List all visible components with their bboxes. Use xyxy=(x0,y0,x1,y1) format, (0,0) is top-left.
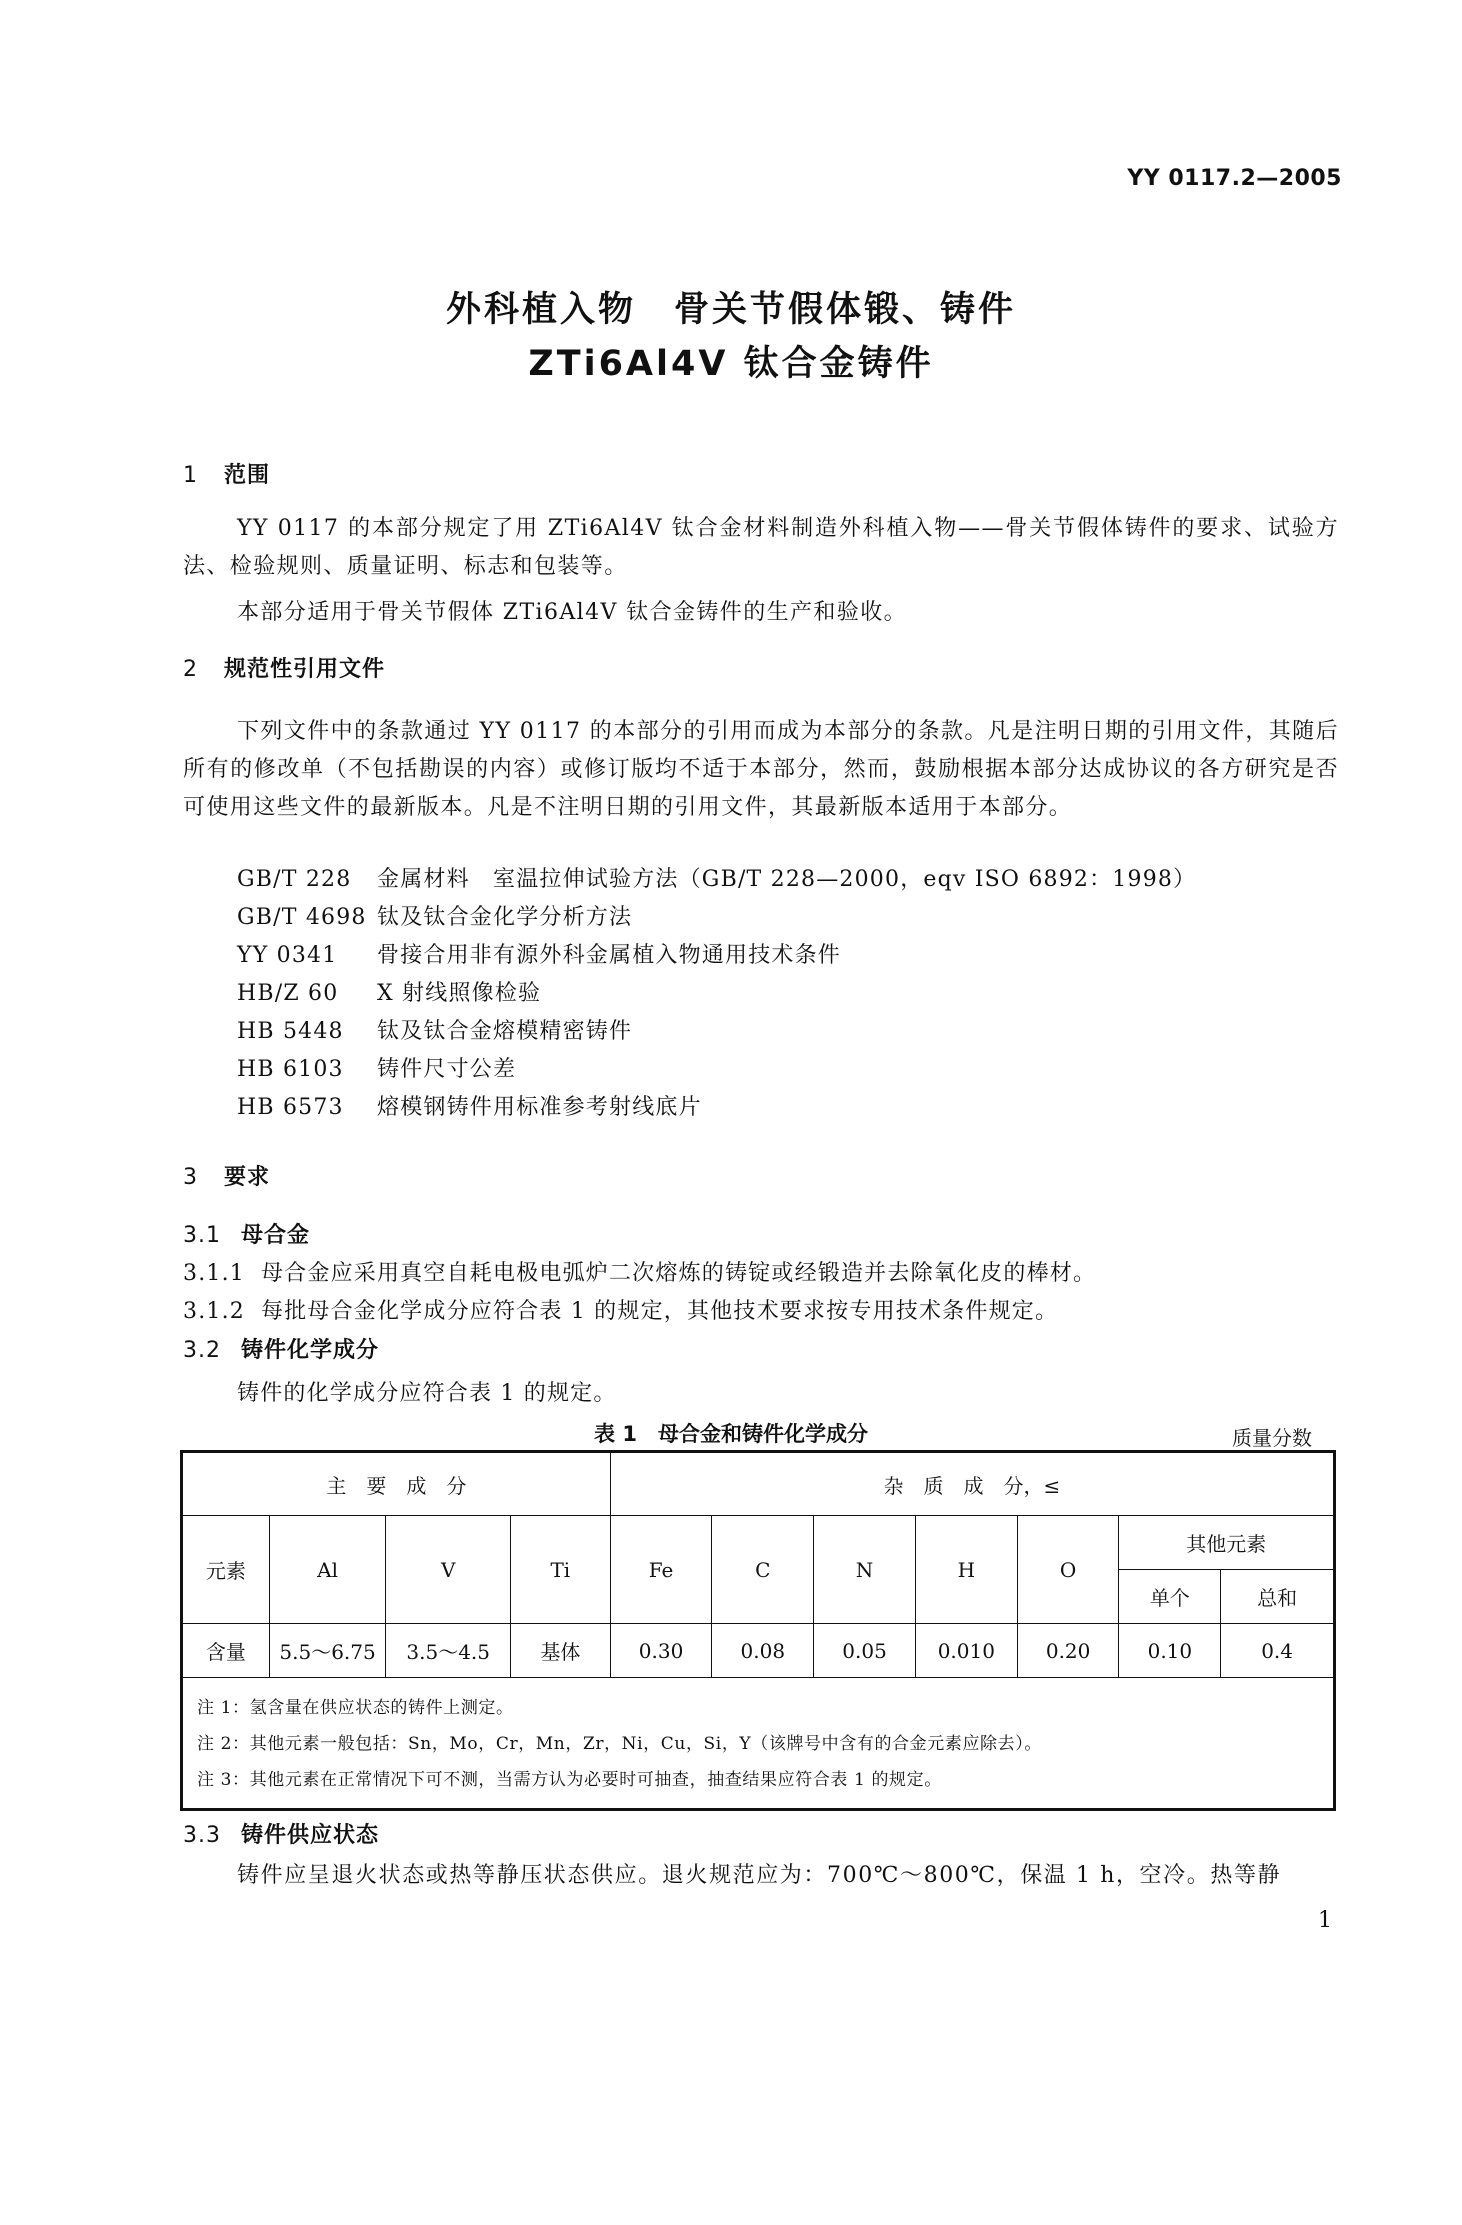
table-note: 注 3：其他元素在正常情况下可不测，当需方认为必要时可抽查，抽查结果应符合表 1 的规定。 xyxy=(197,1770,942,1790)
table-note: 注 1：氢含量在供应状态的铸件上测定。 xyxy=(197,1698,514,1718)
subsection-3-3-heading xyxy=(183,1818,379,1849)
reference-code: GB/T 228 xyxy=(237,867,352,892)
section-2-heading xyxy=(183,652,385,683)
main-value: 5.5～6.75 xyxy=(269,1624,386,1678)
other-single-value: 0.10 xyxy=(1119,1624,1221,1678)
subsection-title: 铸件化学成分 xyxy=(241,1338,380,1363)
table-unit-label: 质量分数 xyxy=(1232,1426,1312,1450)
reference-title: 熔模钢铸件用标准参考射线底片 xyxy=(377,1095,702,1120)
subsection-3-2-text: 铸件的化学成分应符合表 1 的规定。 xyxy=(237,1381,617,1406)
subsection-3-1-heading xyxy=(183,1218,310,1249)
section-3-heading xyxy=(183,1160,270,1191)
impurity-value: 0.010 xyxy=(915,1624,1017,1678)
element-row-label: 元素 xyxy=(182,1516,270,1624)
reference-item xyxy=(237,938,841,974)
subsection-title: 铸件供应状态 xyxy=(241,1823,380,1848)
reference-item xyxy=(237,1014,632,1050)
subsection-number: 3.2 xyxy=(183,1338,221,1363)
section-title: 范围 xyxy=(224,463,271,488)
chemical-composition-table xyxy=(180,1450,1336,1811)
clause-number: 3.1.1 xyxy=(183,1261,245,1286)
subsection-3-2-heading xyxy=(183,1333,379,1364)
section-1-paragraph-2: 本部分适用于骨关节假体 ZTi6Al4V 钛合金铸件的生产和验收。 xyxy=(237,600,907,625)
subsection-number: 3.3 xyxy=(183,1823,221,1848)
reference-title: 铸件尺寸公差 xyxy=(377,1057,517,1082)
clause-text: 母合金应采用真空自耗电极电弧炉二次熔炼的铸锭或经锻造并去除氧化皮的棒材。 xyxy=(260,1261,1097,1286)
subsection-3-3-text: 铸件应呈退火状态或热等静压状态供应。退火规范应为：700℃～800℃，保温 1 h，空冷。热等静 xyxy=(237,1863,1282,1888)
section-title: 规范性引用文件 xyxy=(224,657,386,682)
reference-title: 钛及钛合金化学分析方法 xyxy=(377,905,633,930)
reference-title: X 射线照像检验 xyxy=(377,981,542,1006)
reference-code: HB/Z 60 xyxy=(237,981,339,1006)
content-row-label: 含量 xyxy=(182,1624,270,1678)
document-title-line2: ZTi6Al4V 钛合金铸件 xyxy=(528,344,934,384)
reference-item xyxy=(237,900,632,936)
impurity-value: 0.05 xyxy=(814,1624,916,1678)
reference-title: 钛及钛合金熔模精密铸件 xyxy=(377,1019,633,1044)
table-note: 注 2：其他元素一般包括：Sn，Mo，Cr，Mn，Zr，Ni，Cu，Si，Y（该牌号中含有的合金元素应除去）。 xyxy=(197,1734,1042,1754)
reference-title: 骨接合用非有源外科金属植入物通用技术条件 xyxy=(377,943,842,968)
impurity-components-header: 杂 质 成 分，≤ xyxy=(610,1452,1334,1516)
impurity-value: 0.08 xyxy=(712,1624,814,1678)
other-total-value: 0.4 xyxy=(1221,1624,1335,1678)
subsection-title: 母合金 xyxy=(241,1223,311,1248)
impurity-value: 0.20 xyxy=(1017,1624,1119,1678)
reference-code: HB 6573 xyxy=(237,1095,344,1120)
clause-text: 每批母合金化学成分应符合表 1 的规定，其他技术要求按专用技术条件规定。 xyxy=(260,1299,1059,1324)
reference-item xyxy=(237,976,541,1012)
section-2-paragraph: 下列文件中的条款通过 YY 0117 的本部分的引用而成为本部分的条款。凡是注明日期的引用文件，其随后所有的修改单（不包括勘误的内容）或修订版均不适于本部分，然而，鼓励根据本部分达成协议的各方研究是否可使用这些文件的最新版本。凡是不注明日期的引用文件，其最新版本适用于本部分。 xyxy=(183,719,1339,820)
reference-code: YY 0341 xyxy=(237,943,338,968)
reference-code: GB/T 4698 xyxy=(237,905,367,930)
clause-3-1-2 xyxy=(183,1294,1058,1325)
section-number: 3 xyxy=(183,1165,198,1190)
main-value: 基体 xyxy=(511,1624,611,1678)
element-name: V xyxy=(386,1516,511,1624)
reference-item xyxy=(237,1052,516,1088)
reference-code: HB 6103 xyxy=(237,1057,344,1082)
element-name: Ti xyxy=(511,1516,611,1624)
element-name: Al xyxy=(269,1516,386,1624)
impurity-name: Fe xyxy=(610,1516,712,1624)
section-title: 要求 xyxy=(224,1165,271,1190)
impurity-name: H xyxy=(915,1516,1017,1624)
page-number: 1 xyxy=(1318,1908,1332,1933)
table-caption: 表 1 母合金和铸件化学成分 xyxy=(594,1422,868,1446)
main-components-header: 主 要 成 分 xyxy=(182,1452,611,1516)
impurity-name: N xyxy=(814,1516,916,1624)
other-total-header: 总和 xyxy=(1221,1570,1335,1624)
section-1-heading xyxy=(183,458,270,489)
impurity-name: C xyxy=(712,1516,814,1624)
document-title-line1: 外科植入物 骨关节假体锻、铸件 xyxy=(445,290,1016,330)
reference-title: 金属材料 室温拉伸试验方法（GB/T 228—2000，eqv ISO 6892：1998） xyxy=(377,867,1197,892)
reference-code: HB 5448 xyxy=(237,1019,344,1044)
table-notes xyxy=(182,1678,1335,1810)
document-code: YY 0117.2—2005 xyxy=(1127,166,1342,191)
subsection-number: 3.1 xyxy=(183,1223,221,1248)
impurity-name: O xyxy=(1017,1516,1119,1624)
section-1-paragraph-1: YY 0117 的本部分规定了用 ZTi6Al4V 钛合金材料制造外科植入物——骨关节假体铸件的要求、试验方法、检验规则、质量证明、标志和包装等。 xyxy=(183,516,1339,579)
section-number: 1 xyxy=(183,463,198,488)
other-single-header: 单个 xyxy=(1119,1570,1221,1624)
reference-item xyxy=(237,862,1196,898)
section-number: 2 xyxy=(183,657,198,682)
impurity-value: 0.30 xyxy=(610,1624,712,1678)
reference-item xyxy=(237,1090,702,1126)
clause-number: 3.1.2 xyxy=(183,1299,245,1324)
main-value: 3.5～4.5 xyxy=(386,1624,511,1678)
clause-3-1-1 xyxy=(183,1256,1096,1287)
other-elements-header: 其他元素 xyxy=(1119,1516,1335,1570)
